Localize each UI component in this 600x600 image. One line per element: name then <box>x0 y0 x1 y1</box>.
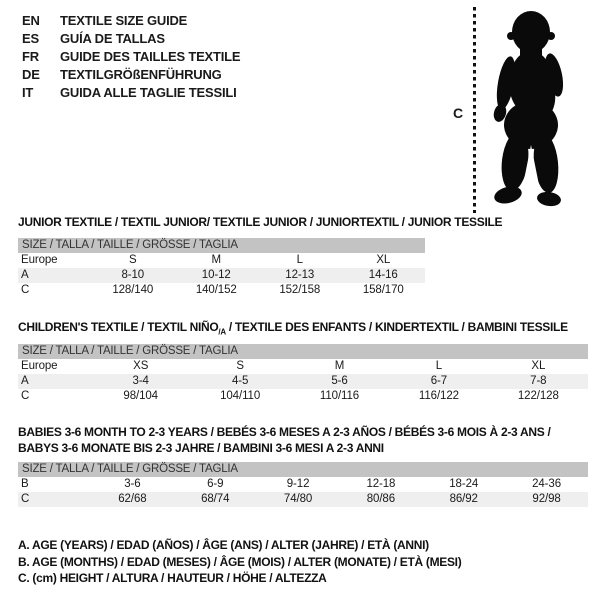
table-cell: L <box>296 254 303 266</box>
table-cell: XS <box>133 360 149 372</box>
table-cell: 7-8 <box>530 375 547 387</box>
size-header-bar: SIZE / TALLA / TAILLE / GRÖSSE / TAGLIA <box>18 462 588 477</box>
table-cell: 116/122 <box>418 390 459 402</box>
table-cell: 5-6 <box>331 375 348 387</box>
row-label: Europe <box>21 360 58 372</box>
table-cell: 3-6 <box>124 478 141 490</box>
table-cell: 8-10 <box>121 269 145 281</box>
table-row-height <box>18 492 588 507</box>
table-cell: 4-5 <box>231 375 249 387</box>
table-cell: S <box>128 254 137 266</box>
height-measure-line <box>473 7 476 213</box>
table-row-height <box>18 283 425 298</box>
table-cell: M <box>334 360 345 372</box>
table-cell: 92/98 <box>532 493 561 505</box>
children-size-table <box>18 344 588 404</box>
language-row <box>22 30 240 48</box>
table-cell: 10-12 <box>201 269 231 281</box>
children-title-text: / TEXTILE DES ENFANTS / KINDERTEXTIL / BAMBINI TESSILE <box>225 320 568 334</box>
table-cell: 6-9 <box>207 478 224 490</box>
table-cell: M <box>211 254 221 266</box>
table-cell: XL <box>376 254 391 266</box>
language-code: DE <box>22 67 40 82</box>
row-label: A <box>21 375 29 387</box>
table-cell: XL <box>531 360 546 372</box>
table-row-height <box>18 389 588 404</box>
table-cell: 98/104 <box>123 390 158 402</box>
table-cell: 140/152 <box>195 284 237 296</box>
guide-title: TEXTILGRÖßENFÜHRUNG <box>60 67 222 82</box>
children-title-text: CHILDREN'S TEXTILE / TEXTIL NIÑO <box>18 320 219 334</box>
table-cell: 68/74 <box>201 493 230 505</box>
table-cell: 80/86 <box>366 493 396 505</box>
row-label: C <box>21 493 30 505</box>
table-cell: 74/80 <box>283 493 313 505</box>
guide-title: GUIDA ALLE TAGLIE TESSILI <box>60 85 237 100</box>
row-label: Europe <box>21 254 58 266</box>
table-cell: S <box>236 360 244 372</box>
junior-section-title: JUNIOR TEXTILE / TEXTIL JUNIOR/ TEXTILE JUNIOR / JUNIORTEXTIL / JUNIOR TESSILE <box>18 215 503 229</box>
table-row-europe <box>18 253 425 268</box>
language-title-list <box>22 12 240 102</box>
size-header-bar: SIZE / TALLA / TAILLE / GRÖSSE / TAGLIA <box>18 344 588 359</box>
footnote-height: C. (cm) HEIGHT / ALTURA / HAUTEUR / HÖHE / ALTEZZA <box>18 571 327 585</box>
junior-size-table <box>18 238 425 298</box>
footnote-age-months: B. AGE (MONTHS) / EDAD (MESES) / ÂGE (MOIS) / ALTER (MONATE) / ETÀ (MESI) <box>18 554 462 569</box>
table-cell: 86/92 <box>449 493 478 505</box>
language-row <box>22 66 240 84</box>
table-row-europe <box>18 359 588 374</box>
baby-silhouette-image <box>486 8 576 210</box>
table-cell: 128/140 <box>112 284 154 296</box>
language-row <box>22 48 240 66</box>
language-code: ES <box>22 31 39 46</box>
table-cell: 18-24 <box>449 478 479 490</box>
legend-footnotes <box>18 537 461 587</box>
table-cell: 110/116 <box>319 390 360 402</box>
guide-title: TEXTILE SIZE GUIDE <box>60 13 188 28</box>
language-row <box>22 12 240 30</box>
table-cell: 9-12 <box>286 478 310 490</box>
row-label: C <box>21 284 30 296</box>
row-label: C <box>21 390 30 402</box>
language-code: FR <box>22 49 39 64</box>
table-cell: L <box>435 360 443 372</box>
height-measure-label: C <box>453 105 464 121</box>
language-code: IT <box>22 85 34 100</box>
babies-title-line1: BABIES 3-6 MONTH TO 2-3 YEARS / BEBÉS 3-6 MESES A 2-3 AÑOS / BÉBÉS 3-6 MOIS À 2-3 ANS / <box>18 425 551 439</box>
table-row-age <box>18 268 425 283</box>
children-title-subscript: /A <box>218 327 226 337</box>
table-cell: 12-18 <box>366 478 396 490</box>
table-row-age-months <box>18 477 588 492</box>
babies-section-title <box>18 424 593 456</box>
table-cell: 62/68 <box>118 493 147 505</box>
table-cell: 122/128 <box>517 390 559 402</box>
table-cell: 104/110 <box>220 390 261 402</box>
size-header-bar: SIZE / TALLA / TAILLE / GRÖSSE / TAGLIA <box>18 238 425 253</box>
language-row <box>22 84 240 102</box>
guide-title: GUÍA DE TALLAS <box>60 31 165 46</box>
table-cell: 3-4 <box>132 375 149 387</box>
guide-title: GUIDE DES TAILLES TEXTILE <box>60 49 241 64</box>
table-cell: 12-13 <box>285 269 315 281</box>
row-label: A <box>21 269 29 281</box>
table-cell: 14-16 <box>368 269 398 281</box>
babies-size-table <box>18 462 588 507</box>
language-code: EN <box>22 13 40 28</box>
table-cell: 6-7 <box>430 375 448 387</box>
table-cell: 24-36 <box>532 478 562 490</box>
table-cell: 158/170 <box>362 284 404 296</box>
children-section-title <box>18 319 568 340</box>
table-cell: 152/158 <box>279 284 321 296</box>
table-row-age <box>18 374 588 389</box>
row-label: B <box>21 478 29 490</box>
babies-title-line2: BABYS 3-6 MONATE BIS 2-3 JAHRE / BAMBINI 3-6 MESI A 2-3 ANNI <box>18 441 384 455</box>
footnote-age-years: A. AGE (YEARS) / EDAD (AÑOS) / ÂGE (ANS) / ALTER (JAHRE) / ETÀ (ANNI) <box>18 538 429 552</box>
